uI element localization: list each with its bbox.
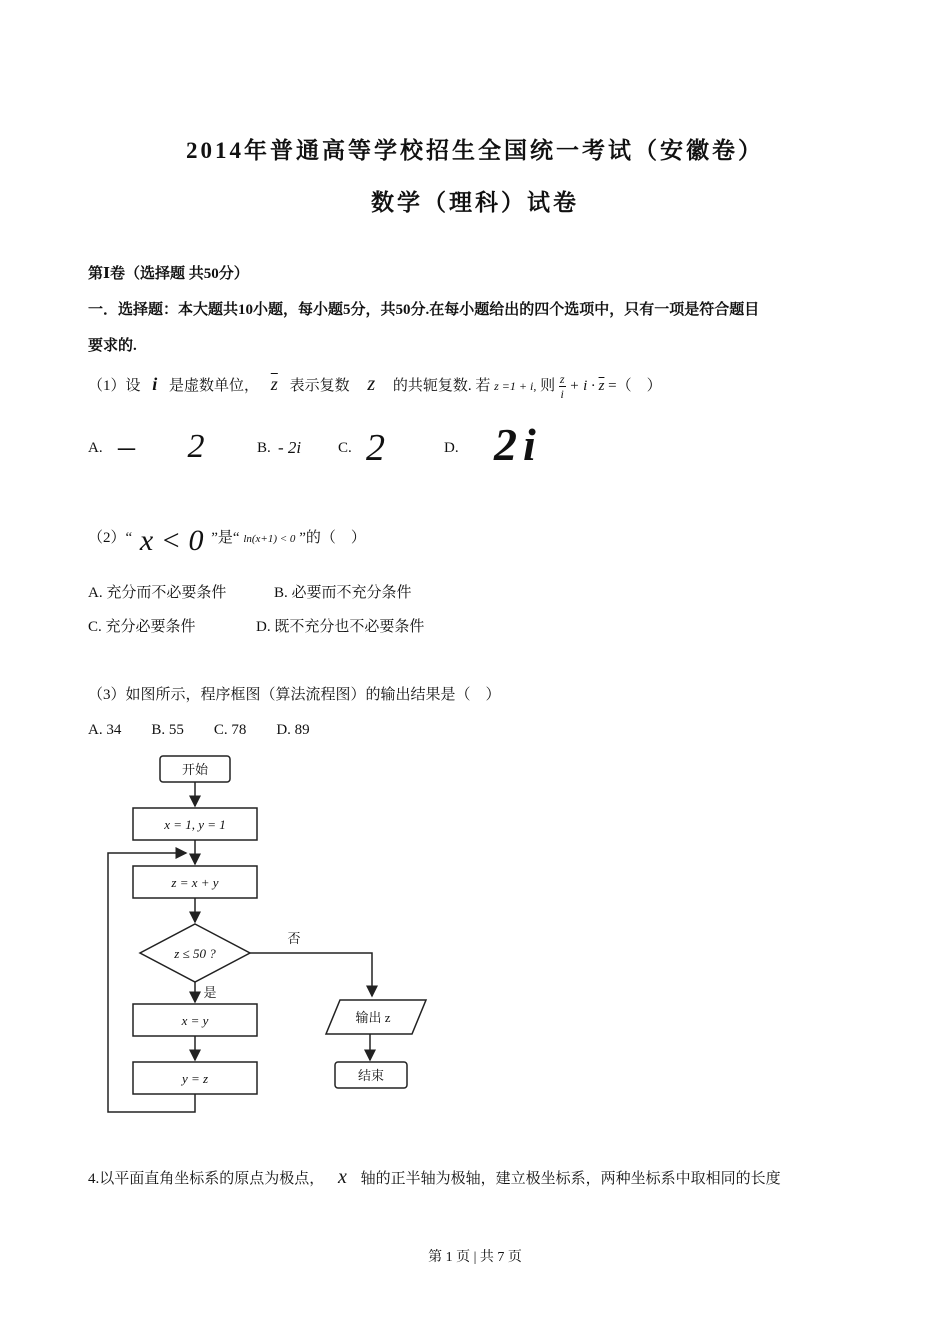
- q4-text-2: 轴的正半轴为极轴，建立极坐标系，两种坐标系中取相同的长度: [360, 1171, 781, 1187]
- q1-condition: z =1 + i,: [494, 378, 537, 393]
- flow-step3-label: y = z: [181, 1071, 209, 1086]
- q1-option-c-value: 2: [366, 427, 385, 469]
- q1-i: i: [152, 373, 158, 394]
- q1-zbar-2: $\overline{z}$: [598, 377, 605, 394]
- q1-option-d-value: 2i: [494, 419, 542, 470]
- section-instruction-2: 要求的.: [88, 338, 137, 354]
- q1-option-b-label: B.: [257, 440, 271, 456]
- flow-step2-label: x = y: [181, 1013, 209, 1028]
- flow-decision-label: z ≤ 50 ?: [174, 946, 216, 961]
- flow-no-label: 否: [287, 931, 301, 946]
- q2-option-b: B. 必要而不充分条件: [274, 585, 412, 601]
- q1-zbar: $\overline{z}$: [270, 373, 278, 394]
- q1-text-2: 是虚数单位，: [169, 377, 260, 394]
- q1-option-b-value: - 2i: [278, 438, 302, 457]
- exam-title: 2014年普通高等学校招生全国统一考试（安徽卷）: [186, 138, 764, 163]
- q1-option-a-label: A.: [88, 440, 103, 456]
- section-heading: 第Ⅰ卷（选择题 共50分）: [88, 266, 249, 282]
- flow-arrow-no: [250, 953, 372, 996]
- page-footer: 第 1 页 | 共 7 页: [428, 1250, 522, 1265]
- question-1: [88, 372, 662, 401]
- q1-frac-num: z: [559, 372, 565, 386]
- q2-option-c: C. 充分必要条件: [88, 619, 196, 635]
- question-4: [88, 1166, 781, 1189]
- flow-yes-label: 是: [203, 985, 217, 1000]
- q1-text-5: 则: [540, 377, 556, 394]
- q3-options: A. 34 B. 55 C. 78 D. 89: [88, 722, 310, 738]
- q2-text-1: （2）“: [88, 530, 133, 546]
- q2-text-3: ”的（ ）: [299, 530, 366, 546]
- flow-init-label: x = 1, y = 1: [164, 817, 226, 832]
- q4-text-1: 4.以平面直角坐标系的原点为极点，: [88, 1171, 325, 1187]
- q1-z: z: [367, 372, 376, 395]
- q1-option-d-label: D.: [444, 440, 459, 456]
- q1-text-6: + i ·: [569, 377, 595, 394]
- flow-start-label: 开始: [181, 762, 209, 777]
- flow-end-label: 结束: [357, 1068, 385, 1083]
- flow-step1-label: z = x + y: [171, 875, 219, 890]
- q1-option-a-value: – 2: [118, 428, 227, 465]
- q1-text-3: 表示复数: [289, 377, 350, 394]
- flow-output-label: 输出 z: [355, 1010, 391, 1025]
- q2-option-d: D. 既不充分也不必要条件: [256, 619, 425, 635]
- flowchart: [100, 750, 500, 1130]
- q3-stem: （3）如图所示，程序框图（算法流程图）的输出结果是（ ）: [88, 687, 501, 703]
- q2-text-2: ”是“: [211, 530, 240, 546]
- q1-text-7: =（ ）: [608, 377, 662, 394]
- q1-text-4: 的共轭复数. 若: [392, 377, 491, 394]
- q1-text-1: （1）设: [88, 377, 141, 394]
- q4-x: x: [338, 1166, 347, 1188]
- exam-subtitle: 数学（理科）试卷: [371, 190, 579, 215]
- q1-option-c-label: C.: [338, 440, 352, 456]
- question-2: [88, 524, 366, 558]
- q1-frac-den: i: [560, 387, 564, 401]
- q2-option-a: A. 充分而不必要条件: [88, 585, 227, 601]
- q1-fraction: [559, 372, 566, 401]
- q2-condition-2: ln(x+1) < 0: [243, 533, 296, 545]
- section-instruction-1: 一．选择题：本大题共10小题，每小题5分，共50分.在每小题给出的四个选项中，只有一项是符合题目: [88, 302, 760, 318]
- q2-condition-1: x < 0: [139, 524, 204, 557]
